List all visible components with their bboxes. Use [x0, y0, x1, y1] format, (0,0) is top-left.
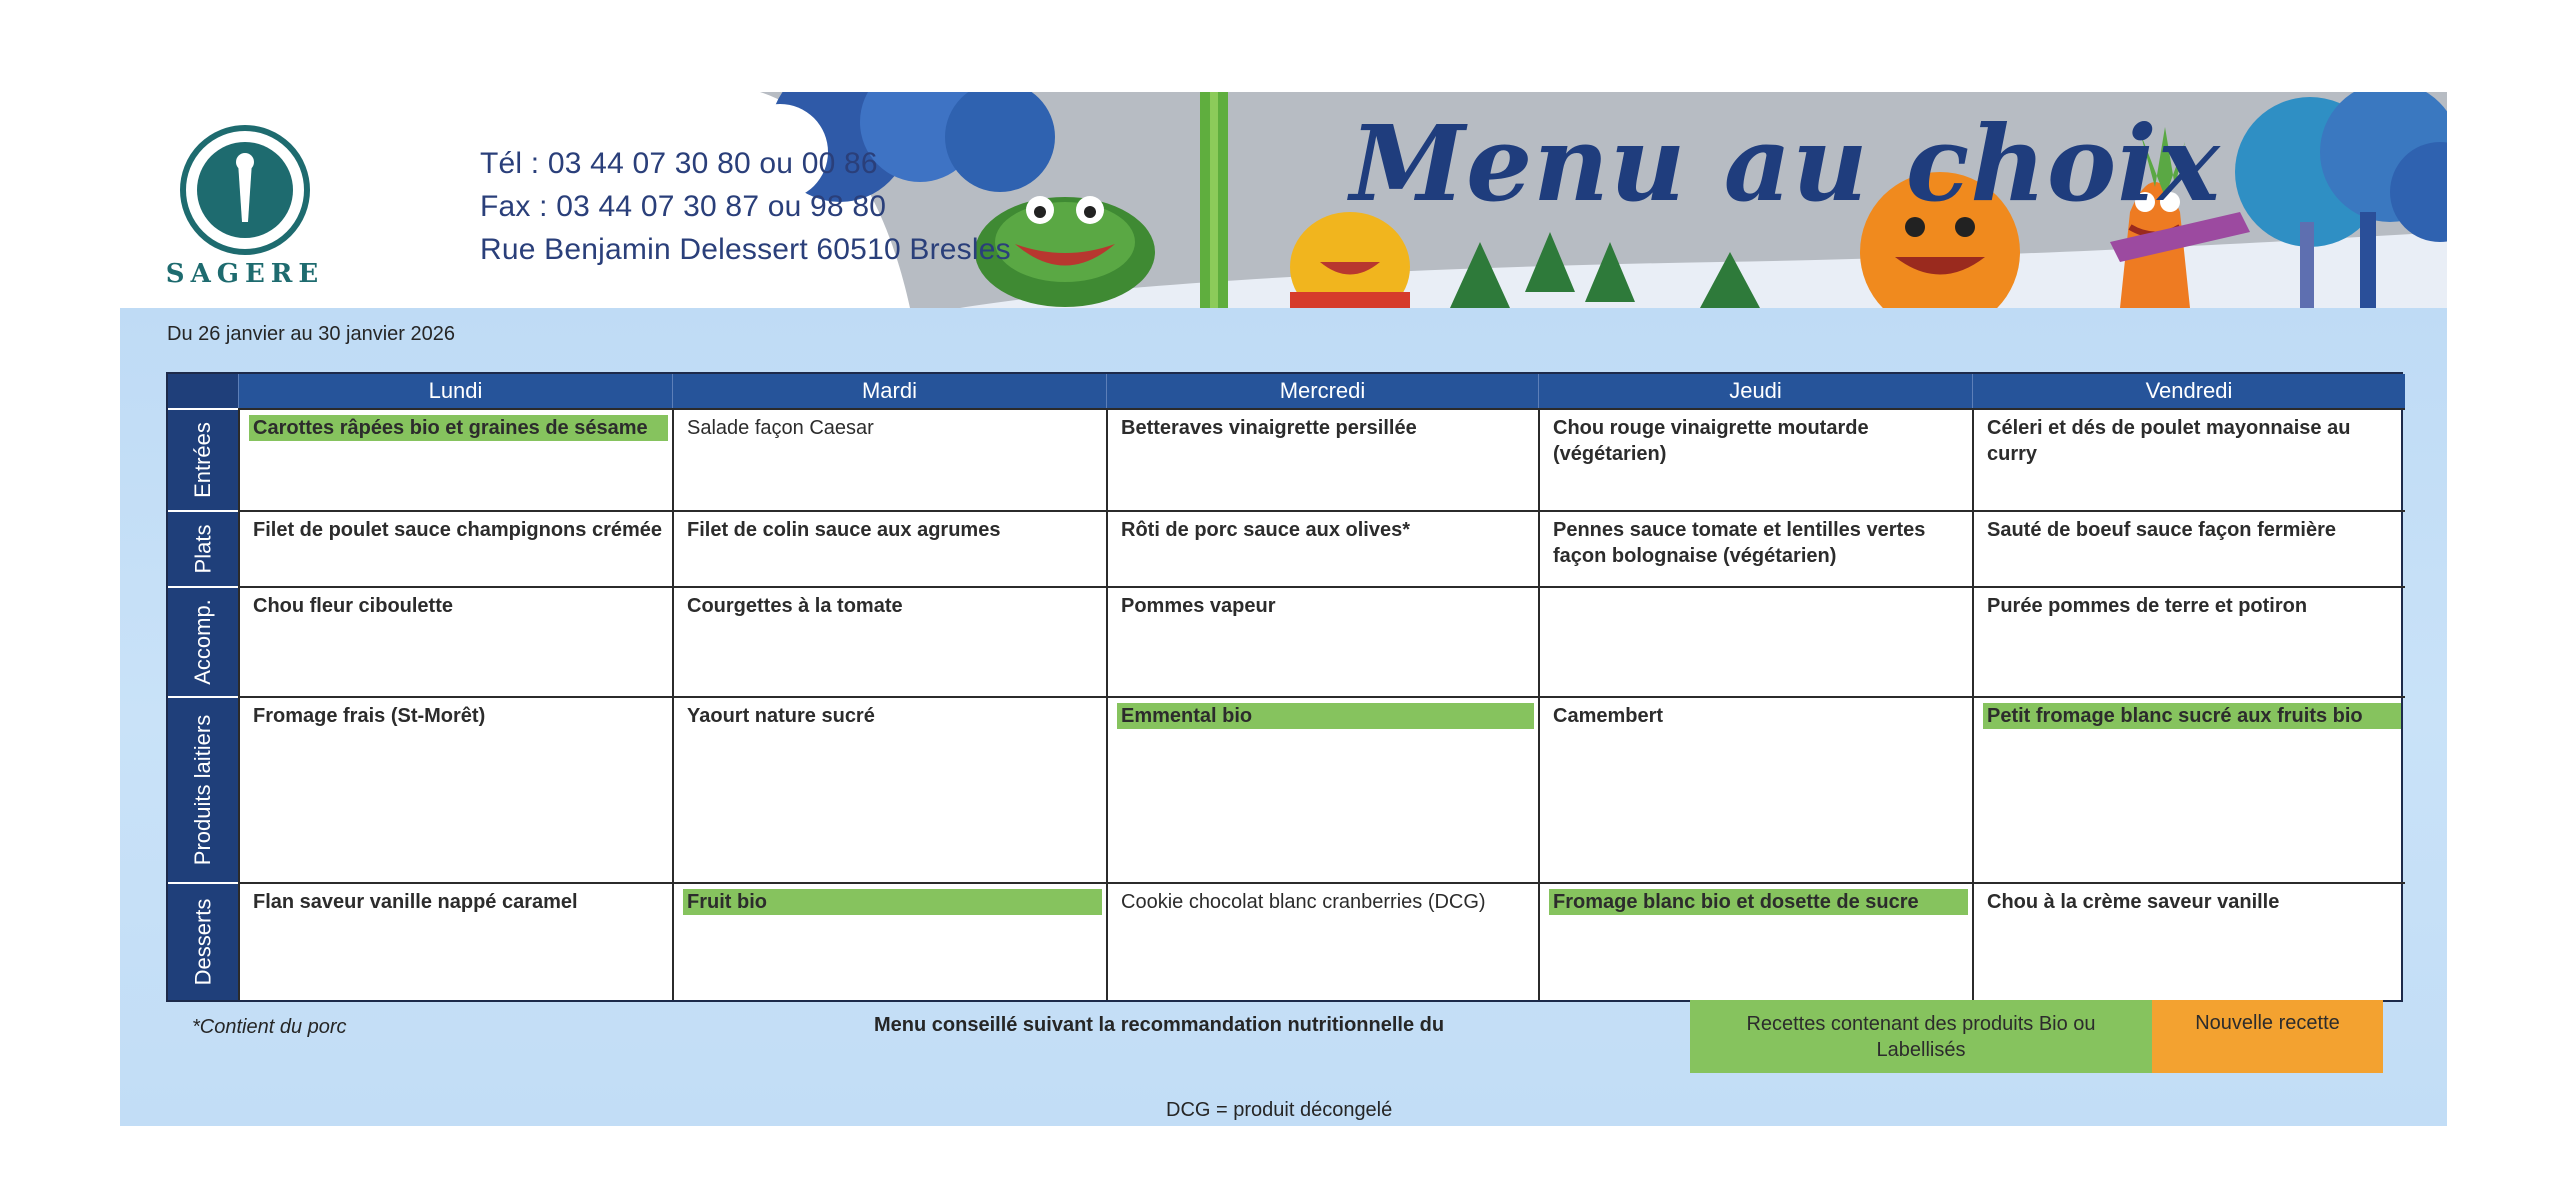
menu-cell: [1972, 408, 2405, 510]
menu-grid: [166, 372, 2403, 1002]
day-header-jeudi: Jeudi: [1538, 374, 1972, 408]
dish-text: Petit fromage blanc sucré aux fruits bio: [1983, 703, 2401, 729]
menu-cell: [1538, 882, 1972, 1000]
legend-bio: Recettes contenant des produits Bio ou Labellisés: [1690, 1000, 2152, 1073]
menu-cell: [672, 696, 1106, 882]
contact-address: Rue Benjamin Delessert 60510 Bresles: [480, 233, 1011, 266]
menu-cell: [1972, 882, 2405, 1000]
menu-cell: [1538, 696, 1972, 882]
grid-corner: [168, 374, 238, 408]
menu-cell: [238, 882, 672, 1000]
menu-cell: [1106, 408, 1538, 510]
menu-cell: [238, 408, 672, 510]
menu-cell: [238, 510, 672, 586]
dish-text: Céleri et dés de poulet mayonnaise au curry: [1987, 417, 2351, 465]
dish-text: Carottes râpées bio et graines de sésame: [249, 415, 668, 441]
row-label-plats: Plats: [168, 510, 238, 586]
dish-text: Flan saveur vanille nappé caramel: [253, 891, 578, 913]
dish-text: Pommes vapeur: [1121, 595, 1276, 617]
contact-block: [480, 142, 1011, 271]
row-label-accomp: Accomp.: [168, 586, 238, 696]
day-header-mercredi: Mercredi: [1106, 374, 1538, 408]
dish-text: Chou fleur ciboulette: [253, 595, 453, 617]
dish-text: Salade façon Caesar: [687, 417, 874, 439]
dish-text: Filet de poulet sauce champignons crémée: [253, 519, 663, 541]
legend-new-recipe: Nouvelle recette: [2152, 1000, 2383, 1073]
dish-text: Fromage frais (St-Morêt): [253, 705, 486, 727]
header-banner: [120, 92, 2447, 308]
dish-text: Pennes sauce tomate et lentilles vertes façon bolognaise (végétarien): [1553, 519, 1926, 567]
dish-text: Filet de colin sauce aux agrumes: [687, 519, 1001, 541]
dish-text: Betteraves vinaigrette persillée: [1121, 417, 1417, 439]
dish-text: Chou rouge vinaigrette moutarde (végétarien): [1553, 417, 1869, 465]
menu-cell: [672, 586, 1106, 696]
date-range: Du 26 janvier au 30 janvier 2026: [167, 323, 455, 345]
menu-cell: [1106, 586, 1538, 696]
row-label-produits-laitiers: Produits laitiers: [168, 696, 238, 882]
dish-text: Sauté de boeuf sauce façon fermière: [1987, 519, 2337, 541]
sagere-logo: [160, 122, 330, 292]
menu-cell: [1106, 696, 1538, 882]
menu-cell: [1972, 586, 2405, 696]
day-header-lundi: Lundi: [238, 374, 672, 408]
contact-fax: Fax : 03 44 07 30 87 ou 98 80: [480, 190, 887, 223]
menu-cell: [238, 586, 672, 696]
dish-text: Camembert: [1553, 705, 1664, 727]
dish-text: Cookie chocolat blanc cranberries (DCG): [1121, 891, 1486, 913]
menu-title: Menu au choix: [1350, 102, 2221, 225]
menu-cell: [1538, 510, 1972, 586]
menu-cell: [1972, 510, 2405, 586]
menu-cell: [238, 696, 672, 882]
logo-emblem-icon: [160, 122, 330, 292]
dish-text: Fromage blanc bio et dosette de sucre: [1549, 889, 1968, 915]
menu-cell: [672, 408, 1106, 510]
day-header-mardi: Mardi: [672, 374, 1106, 408]
menu-cell: [1972, 696, 2405, 882]
menu-cell: [1106, 510, 1538, 586]
menu-cell: [672, 882, 1106, 1000]
menu-cell: [1538, 586, 1972, 696]
dish-text: Chou à la crème saveur vanille: [1987, 891, 2280, 913]
menu-cell: [1538, 408, 1972, 510]
day-header-vendredi: Vendredi: [1972, 374, 2405, 408]
row-label-desserts: Desserts: [168, 882, 238, 1000]
contact-tel: Tél : 03 44 07 30 80 ou 00 86: [480, 147, 878, 180]
pork-note: *Contient du porc: [192, 1016, 347, 1038]
dish-text: Rôti de porc sauce aux olives*: [1121, 519, 1410, 541]
dish-text: Purée pommes de terre et potiron: [1987, 595, 2308, 617]
dish-text: Courgettes à la tomate: [687, 595, 903, 617]
dish-text: Yaourt nature sucré: [687, 705, 875, 727]
svg-text:SAGERE: SAGERE: [165, 259, 325, 289]
dish-text: Emmental bio: [1117, 703, 1534, 729]
dcg-note: DCG = produit décongelé: [1166, 1099, 1393, 1121]
menu-cell: [672, 510, 1106, 586]
dish-text: Fruit bio: [683, 889, 1102, 915]
nutrition-recommendation: Menu conseillé suivant la recommandation nutritionnelle du: [874, 1014, 1445, 1036]
menu-cell: [1106, 882, 1538, 1000]
row-label-entrees: Entrées: [168, 408, 238, 510]
